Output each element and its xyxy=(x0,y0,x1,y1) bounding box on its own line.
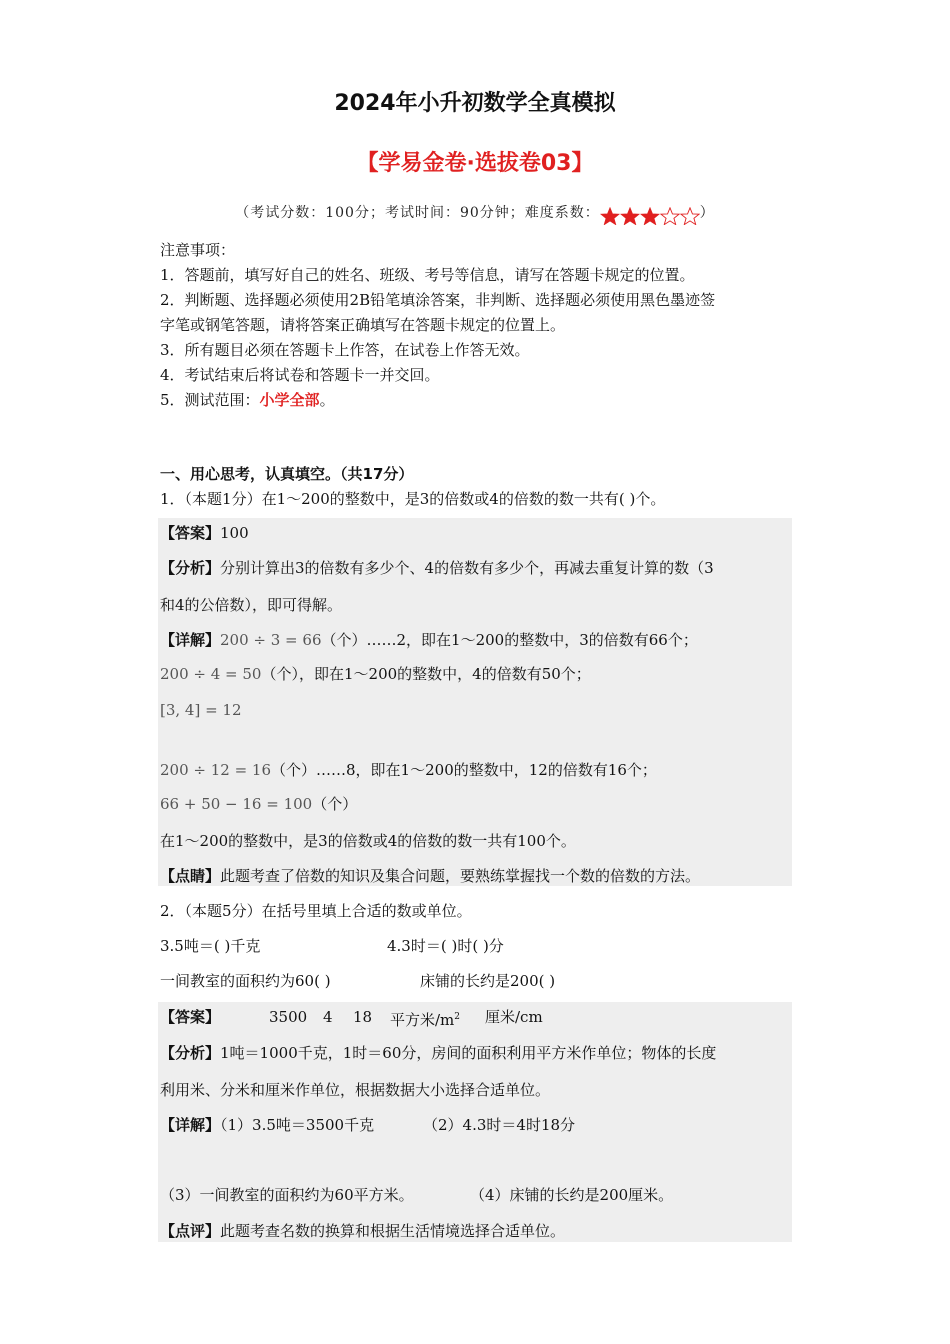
equation: 200 ÷ 3 = 66 xyxy=(220,631,322,649)
detail-text: （个）……8，即在1～200的整数中，12的倍数有16个； xyxy=(271,761,657,779)
blank-item: 床铺的长约是200( ) xyxy=(420,972,556,990)
analysis-tag: 【分析】 xyxy=(160,1044,221,1062)
answer-unit: 厘米/cm xyxy=(485,1008,543,1026)
answer-unit xyxy=(390,1007,460,1030)
q2-analysis xyxy=(160,1043,790,1063)
q2-blanks-row2 xyxy=(160,971,790,991)
q1-detail xyxy=(160,630,790,650)
star-filled-icon xyxy=(600,207,620,225)
q2-answer xyxy=(160,1007,790,1027)
comment-tag: 【点睛】 xyxy=(160,867,221,885)
q1-analysis xyxy=(160,558,790,578)
detail-text: （个），即在1～200的整数中，4的倍数有50个； xyxy=(261,665,591,683)
star-filled-icon xyxy=(640,207,660,225)
detail-text: （3）一间教室的面积约为60平方米。 xyxy=(160,1186,414,1204)
exam-title: 2024年小升初数学全真模拟 xyxy=(334,91,616,116)
q1-answer xyxy=(160,523,790,543)
unit-text: 平方米/m xyxy=(390,1011,455,1029)
detail-text: （2）4.3时＝4时18分 xyxy=(423,1116,576,1134)
q1-detail-line xyxy=(160,700,790,720)
answer-value: 4 xyxy=(323,1008,333,1026)
q2-analysis-cont: 利用米、分米和厘米作单位，根据数据大小选择合适单位。 xyxy=(160,1081,551,1099)
analysis-text: 1吨＝1000千克，1时＝60分，房间的面积利用平方米作单位；物体的长度 xyxy=(220,1044,717,1062)
answer-tag: 【答案】 xyxy=(160,1008,221,1026)
detail-text: （1）3.5吨＝3500千克 xyxy=(220,1116,375,1134)
q1-conclusion: 在1～200的整数中，是3的倍数或4的倍数的数一共有100个。 xyxy=(160,832,576,850)
equation: 200 ÷ 4 = 50 xyxy=(160,665,262,683)
notes-heading: 注意事项： xyxy=(160,241,236,259)
answer-value: 18 xyxy=(353,1008,373,1026)
comment-text: 此题考查名数的换算和根据生活情境选择合适单位。 xyxy=(220,1222,566,1240)
scope-suffix: 。 xyxy=(319,391,335,409)
detail-tag: 【详解】 xyxy=(160,1116,221,1134)
q1-comment xyxy=(160,866,790,886)
q2-blanks-row1 xyxy=(160,936,790,956)
answer-value: 100 xyxy=(220,524,249,542)
detail-tag: 【详解】 xyxy=(160,631,221,649)
blank-item: 3.5吨＝( )千克 xyxy=(160,937,261,955)
star-empty-icon xyxy=(660,207,680,225)
scope-prefix: 5．测试范围： xyxy=(160,391,260,409)
q1-question: 1．（本题1分）在1～200的整数中，是3的倍数或4的倍数的数一共有( )个。 xyxy=(160,490,666,508)
equation: 200 ÷ 12 = 16 xyxy=(160,761,272,779)
equation: [3, 4] = 12 xyxy=(160,701,242,719)
q1-detail-line xyxy=(160,760,790,780)
q2-question: 2．（本题5分）在括号里填上合适的数或单位。 xyxy=(160,902,472,920)
equation: 66 + 50 − 16 = 100 xyxy=(160,795,313,813)
q2-comment xyxy=(160,1221,790,1241)
note-item: 3．所有题目必须在答题卡上作答，在试卷上作答无效。 xyxy=(160,341,530,359)
info-close: ） xyxy=(699,205,715,221)
answer-tag: 【答案】 xyxy=(160,524,221,542)
unit-sup: 2 xyxy=(454,1012,461,1022)
note-item-scope xyxy=(160,390,790,410)
exam-subtitle: 【学易金卷·选拔卷03】 xyxy=(356,151,594,176)
note-item: 1．答题前，填写好自己的姓名、班级、考号等信息，请写在答题卡规定的位置。 xyxy=(160,266,695,284)
q1-detail-line xyxy=(160,664,790,684)
answer-value: 3500 xyxy=(269,1008,308,1026)
exam-info xyxy=(0,202,950,225)
q1-detail-line xyxy=(160,794,790,814)
analysis-text: 分别计算出3的倍数有多少个、4的倍数有多少个，再减去重复计算的数（3 xyxy=(220,559,714,577)
blank-item: 一间教室的面积约为60( ) xyxy=(160,972,331,990)
q1-analysis-cont: 和4的公倍数），即可得解。 xyxy=(160,596,343,614)
star-filled-icon xyxy=(620,207,640,225)
section-heading: 一、用心思考，认真填空。（共17分） xyxy=(160,465,414,483)
comment-text: 此题考查了倍数的知识及集合问题，要熟练掌握找一个数的倍数的方法。 xyxy=(220,867,701,885)
detail-text: （个）……2，即在1～200的整数中，3的倍数有66个； xyxy=(321,631,698,649)
info-text: （考试分数：100分；考试时间：90分钟；难度系数： xyxy=(235,205,600,221)
detail-text: （4）床铺的长约是200厘米。 xyxy=(470,1186,674,1204)
blank-item: 4.3时＝( )时( )分 xyxy=(387,937,504,955)
analysis-tag: 【分析】 xyxy=(160,559,221,577)
q2-detail xyxy=(160,1115,790,1135)
q2-detail-line xyxy=(160,1185,790,1205)
detail-text: （个） xyxy=(312,795,358,813)
note-item: 字笔或钢笔答题，请将答案正确填写在答题卡规定的位置上。 xyxy=(160,316,566,334)
star-empty-icon xyxy=(680,207,700,225)
comment-tag: 【点评】 xyxy=(160,1222,221,1240)
difficulty-stars xyxy=(600,207,700,225)
note-item: 2．判断题、选择题必须使用2B铅笔填涂答案，非判断、选择题必须使用黑色墨迹签 xyxy=(160,291,716,309)
scope-value: 小学全部 xyxy=(259,391,320,409)
note-item: 4．考试结束后将试卷和答题卡一并交回。 xyxy=(160,366,440,384)
